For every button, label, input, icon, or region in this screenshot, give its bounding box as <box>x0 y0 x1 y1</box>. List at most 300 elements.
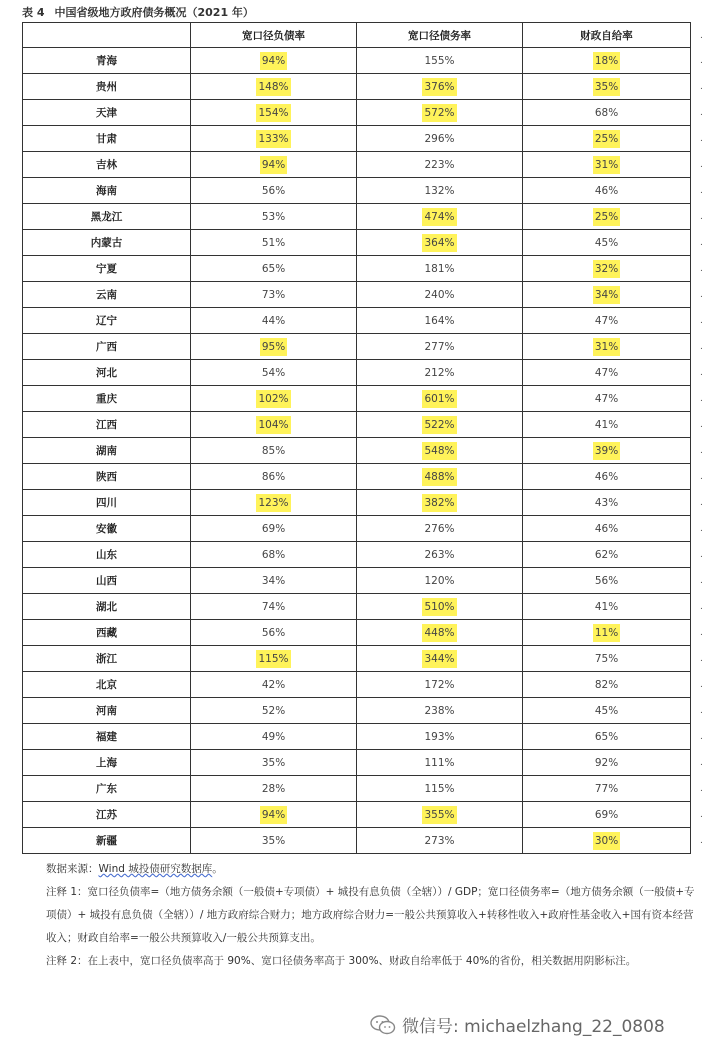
cell-value: 382% <box>422 494 456 512</box>
cell-value: 69% <box>261 522 286 535</box>
cell-value: 102% <box>256 390 290 408</box>
cell-value: 510% <box>422 598 456 616</box>
paragraph-mark: . <box>700 212 703 222</box>
province-cell: 广东 <box>23 776 191 802</box>
debt-rate-cell <box>357 828 523 854</box>
self-sufficiency-cell <box>523 672 691 698</box>
table-row <box>23 568 691 594</box>
debt-ratio-cell <box>191 256 357 282</box>
debt-ratio-cell <box>191 282 357 308</box>
cell-value: 56% <box>594 574 619 587</box>
cell-value: 25% <box>593 130 620 148</box>
table-caption <box>22 4 254 20</box>
cell-value: 65% <box>261 262 286 275</box>
cell-value: 601% <box>422 390 456 408</box>
cell-value: 123% <box>256 494 290 512</box>
cell-value: 31% <box>593 338 620 356</box>
debt-table <box>22 22 691 854</box>
debt-ratio-cell <box>191 828 357 854</box>
debt-rate-cell <box>357 74 523 100</box>
debt-ratio-cell <box>191 620 357 646</box>
cell-value: 56% <box>261 626 286 639</box>
cell-value: 240% <box>424 288 455 301</box>
debt-rate-cell <box>357 256 523 282</box>
cell-value: 47% <box>594 314 619 327</box>
paragraph-mark: . <box>700 394 703 404</box>
self-sufficiency-cell <box>523 802 691 828</box>
cell-value: 263% <box>424 548 455 561</box>
table-row <box>23 594 691 620</box>
province-cell: 新疆 <box>23 828 191 854</box>
cell-value: 238% <box>424 704 455 717</box>
province-cell: 山东 <box>23 542 191 568</box>
province-cell: 辽宁 <box>23 308 191 334</box>
paragraph-mark: . <box>700 784 703 794</box>
cell-value: 18% <box>593 52 620 70</box>
province-cell: 山西 <box>23 568 191 594</box>
cell-value: 25% <box>593 208 620 226</box>
cell-value: 277% <box>424 340 455 353</box>
province-cell: 云南 <box>23 282 191 308</box>
debt-rate-cell <box>357 282 523 308</box>
cell-value: 62% <box>594 548 619 561</box>
table-row <box>23 698 691 724</box>
paragraph-mark: . <box>700 82 703 92</box>
cell-value: 47% <box>594 366 619 379</box>
cell-value: 31% <box>593 156 620 174</box>
paragraph-mark: . <box>700 498 703 508</box>
cell-value: 133% <box>256 130 290 148</box>
table-row <box>23 490 691 516</box>
cell-value: 376% <box>422 78 456 96</box>
cell-value: 95% <box>260 338 287 356</box>
cell-value: 154% <box>256 104 290 122</box>
self-sufficiency-cell <box>523 828 691 854</box>
self-sufficiency-cell <box>523 516 691 542</box>
province-cell: 河南 <box>23 698 191 724</box>
self-sufficiency-cell <box>523 334 691 360</box>
self-sufficiency-cell <box>523 152 691 178</box>
self-sufficiency-cell <box>523 594 691 620</box>
debt-ratio-cell <box>191 542 357 568</box>
cell-value: 68% <box>261 548 286 561</box>
debt-rate-cell <box>357 672 523 698</box>
self-sufficiency-cell <box>523 386 691 412</box>
debt-rate-cell <box>357 386 523 412</box>
debt-rate-cell <box>357 594 523 620</box>
cell-value: 45% <box>594 704 619 717</box>
province-cell: 陕西 <box>23 464 191 490</box>
province-cell: 吉林 <box>23 152 191 178</box>
paragraph-mark: . <box>700 420 703 430</box>
note-1: 注释 1：宽口径负债率=（地方债务余额（一般债+专项债）+ 城投有息负债（全辖））/ GDP；宽口径债务率=（地方债务余额（一般债+专项债）+ 城投有息负债（全辖））/ 地方政府综合财力；地方政府综合财力=一般公共预算收入+转移性收入+政府性基金收入+国有资本经营收入；财政自给率=一般公共预算收入/一般公共预算支出。 <box>46 886 695 944</box>
province-cell: 甘肃 <box>23 126 191 152</box>
self-sufficiency-cell <box>523 100 691 126</box>
self-sufficiency-cell <box>523 360 691 386</box>
table-row <box>23 386 691 412</box>
cell-value: 46% <box>594 522 619 535</box>
table-row <box>23 750 691 776</box>
debt-rate-cell <box>357 802 523 828</box>
debt-rate-cell <box>357 698 523 724</box>
cell-value: 223% <box>424 158 455 171</box>
notes-block <box>46 858 698 973</box>
self-sufficiency-cell <box>523 256 691 282</box>
cell-value: 111% <box>424 756 455 769</box>
debt-ratio-cell <box>191 308 357 334</box>
self-sufficiency-cell <box>523 412 691 438</box>
cell-value: 364% <box>422 234 456 252</box>
cell-value: 53% <box>261 210 286 223</box>
header-self-sufficiency: 财政自给率 <box>523 23 691 48</box>
self-sufficiency-cell <box>523 464 691 490</box>
cell-value: 45% <box>594 236 619 249</box>
debt-ratio-cell <box>191 516 357 542</box>
paragraph-mark: . <box>700 108 703 118</box>
self-sufficiency-cell <box>523 698 691 724</box>
self-sufficiency-cell <box>523 178 691 204</box>
cell-value: 41% <box>594 418 619 431</box>
debt-ratio-cell <box>191 152 357 178</box>
cell-value: 68% <box>594 106 619 119</box>
cell-value: 34% <box>261 574 286 587</box>
header-debt-ratio: 宽口径负债率 <box>191 23 357 48</box>
cell-value: 74% <box>261 600 286 613</box>
province-cell: 内蒙古 <box>23 230 191 256</box>
debt-ratio-cell <box>191 438 357 464</box>
province-cell: 海南 <box>23 178 191 204</box>
debt-ratio-cell <box>191 594 357 620</box>
debt-ratio-cell <box>191 360 357 386</box>
debt-rate-cell <box>357 724 523 750</box>
cell-value: 355% <box>422 806 456 824</box>
cell-value: 548% <box>422 442 456 460</box>
cell-value: 148% <box>256 78 290 96</box>
debt-rate-cell <box>357 542 523 568</box>
province-cell: 上海 <box>23 750 191 776</box>
cell-value: 35% <box>593 78 620 96</box>
province-cell: 浙江 <box>23 646 191 672</box>
cell-value: 212% <box>424 366 455 379</box>
cell-value: 276% <box>424 522 455 535</box>
cell-value: 94% <box>260 806 287 824</box>
cell-value: 46% <box>594 470 619 483</box>
paragraph-mark: . <box>700 56 703 66</box>
debt-ratio-cell <box>191 672 357 698</box>
paragraph-mark: . <box>700 836 703 846</box>
source-prefix: 数据来源： <box>46 863 99 875</box>
province-cell: 重庆 <box>23 386 191 412</box>
paragraph-mark: . <box>700 342 703 352</box>
table-row <box>23 178 691 204</box>
province-cell: 四川 <box>23 490 191 516</box>
note-2: 注释 2：在上表中，宽口径负债率高于 90%、宽口径债务率高于 300%、财政自给率低于 40%的省份，相关数据用阴影标注。 <box>46 955 637 967</box>
cell-value: 44% <box>261 314 286 327</box>
cell-value: 448% <box>422 624 456 642</box>
cell-value: 193% <box>424 730 455 743</box>
self-sufficiency-cell <box>523 568 691 594</box>
debt-rate-cell <box>357 646 523 672</box>
cell-value: 54% <box>261 366 286 379</box>
debt-ratio-cell <box>191 100 357 126</box>
debt-rate-cell <box>357 126 523 152</box>
cell-value: 82% <box>594 678 619 691</box>
province-cell: 青海 <box>23 48 191 74</box>
cell-value: 522% <box>422 416 456 434</box>
table-row <box>23 282 691 308</box>
cell-value: 181% <box>424 262 455 275</box>
table-header-row <box>23 23 691 48</box>
province-cell: 湖北 <box>23 594 191 620</box>
header-province <box>23 23 191 48</box>
paragraph-mark: . <box>700 602 703 612</box>
debt-rate-cell <box>357 48 523 74</box>
table-row <box>23 802 691 828</box>
paragraph-mark: . <box>700 160 703 170</box>
province-cell: 天津 <box>23 100 191 126</box>
cell-value: 73% <box>261 288 286 301</box>
debt-ratio-cell <box>191 386 357 412</box>
cell-value: 35% <box>261 834 286 847</box>
source-name: Wind 城投债研究数据库 <box>98 863 213 875</box>
debt-rate-cell <box>357 412 523 438</box>
paragraph-mark: . <box>700 30 703 41</box>
paragraph-mark: . <box>700 186 703 196</box>
paragraph-mark: . <box>700 732 703 742</box>
table-row <box>23 828 691 854</box>
table-row <box>23 256 691 282</box>
cell-value: 92% <box>594 756 619 769</box>
debt-ratio-cell <box>191 464 357 490</box>
paragraph-mark: . <box>700 576 703 586</box>
paragraph-mark: . <box>700 134 703 144</box>
province-cell: 黑龙江 <box>23 204 191 230</box>
debt-rate-cell <box>357 230 523 256</box>
debt-ratio-cell <box>191 698 357 724</box>
paragraph-mark: . <box>700 238 703 248</box>
debt-ratio-cell <box>191 230 357 256</box>
cell-value: 32% <box>593 260 620 278</box>
table-row <box>23 412 691 438</box>
debt-ratio-cell <box>191 750 357 776</box>
self-sufficiency-cell <box>523 230 691 256</box>
province-cell: 宁夏 <box>23 256 191 282</box>
province-cell: 江西 <box>23 412 191 438</box>
debt-rate-cell <box>357 438 523 464</box>
cell-value: 344% <box>422 650 456 668</box>
cell-value: 30% <box>593 832 620 850</box>
debt-ratio-cell <box>191 334 357 360</box>
paragraph-mark: . <box>700 758 703 768</box>
table-row <box>23 776 691 802</box>
table-row <box>23 464 691 490</box>
table-row <box>23 438 691 464</box>
cell-value: 120% <box>424 574 455 587</box>
paragraph-mark: . <box>700 654 703 664</box>
cell-value: 39% <box>593 442 620 460</box>
debt-ratio-cell <box>191 802 357 828</box>
table-row <box>23 308 691 334</box>
cell-value: 474% <box>422 208 456 226</box>
debt-ratio-cell <box>191 74 357 100</box>
cell-value: 94% <box>260 52 287 70</box>
table-row <box>23 48 691 74</box>
debt-rate-cell <box>357 308 523 334</box>
cell-value: 115% <box>424 782 455 795</box>
debt-ratio-cell <box>191 412 357 438</box>
self-sufficiency-cell <box>523 308 691 334</box>
debt-ratio-cell <box>191 724 357 750</box>
cell-value: 85% <box>261 444 286 457</box>
cell-value: 104% <box>256 416 290 434</box>
self-sufficiency-cell <box>523 74 691 100</box>
debt-ratio-cell <box>191 48 357 74</box>
table-row <box>23 360 691 386</box>
cell-value: 51% <box>261 236 286 249</box>
header-debt-rate: 宽口径债务率 <box>357 23 523 48</box>
debt-rate-cell <box>357 568 523 594</box>
cell-value: 69% <box>594 808 619 821</box>
table-row <box>23 334 691 360</box>
cell-value: 11% <box>593 624 620 642</box>
debt-rate-cell <box>357 360 523 386</box>
debt-ratio-cell <box>191 490 357 516</box>
cell-value: 155% <box>424 54 455 67</box>
self-sufficiency-cell <box>523 750 691 776</box>
cell-value: 94% <box>260 156 287 174</box>
caption-label: 表 4 <box>22 6 45 19</box>
table-row <box>23 100 691 126</box>
cell-value: 42% <box>261 678 286 691</box>
province-cell: 西藏 <box>23 620 191 646</box>
debt-ratio-cell <box>191 568 357 594</box>
cell-value: 75% <box>594 652 619 665</box>
paragraph-mark: . <box>700 680 703 690</box>
debt-ratio-cell <box>191 776 357 802</box>
debt-rate-cell <box>357 204 523 230</box>
cell-value: 572% <box>422 104 456 122</box>
debt-rate-cell <box>357 620 523 646</box>
province-cell: 安徽 <box>23 516 191 542</box>
paragraph-mark: . <box>700 524 703 534</box>
cell-value: 164% <box>424 314 455 327</box>
debt-ratio-cell <box>191 204 357 230</box>
self-sufficiency-cell <box>523 126 691 152</box>
paragraph-mark: . <box>700 316 703 326</box>
table-body <box>23 48 691 854</box>
self-sufficiency-cell <box>523 724 691 750</box>
cell-value: 132% <box>424 184 455 197</box>
table-row <box>23 516 691 542</box>
table-row <box>23 542 691 568</box>
paragraph-mark: . <box>700 264 703 274</box>
self-sufficiency-cell <box>523 490 691 516</box>
debt-rate-cell <box>357 334 523 360</box>
self-sufficiency-cell <box>523 620 691 646</box>
paragraph-mark: . <box>700 550 703 560</box>
self-sufficiency-cell <box>523 282 691 308</box>
table-row <box>23 230 691 256</box>
cell-value: 49% <box>261 730 286 743</box>
source-suffix: 。 <box>212 863 223 875</box>
province-cell: 贵州 <box>23 74 191 100</box>
table-row <box>23 620 691 646</box>
cell-value: 77% <box>594 782 619 795</box>
paragraph-mark: . <box>700 628 703 638</box>
province-cell: 北京 <box>23 672 191 698</box>
table-row <box>23 646 691 672</box>
cell-value: 28% <box>261 782 286 795</box>
self-sufficiency-cell <box>523 204 691 230</box>
cell-value: 35% <box>261 756 286 769</box>
table-row <box>23 204 691 230</box>
self-sufficiency-cell <box>523 646 691 672</box>
debt-rate-cell <box>357 490 523 516</box>
debt-rate-cell <box>357 750 523 776</box>
paragraph-mark: . <box>700 290 703 300</box>
province-cell: 福建 <box>23 724 191 750</box>
debt-ratio-cell <box>191 178 357 204</box>
debt-ratio-cell <box>191 646 357 672</box>
paragraph-mark: . <box>700 472 703 482</box>
cell-value: 41% <box>594 600 619 613</box>
cell-value: 47% <box>594 392 619 405</box>
debt-rate-cell <box>357 464 523 490</box>
table-row <box>23 74 691 100</box>
debt-rate-cell <box>357 178 523 204</box>
cell-value: 273% <box>424 834 455 847</box>
cell-value: 43% <box>594 496 619 509</box>
paragraph-mark: . <box>700 368 703 378</box>
province-cell: 河北 <box>23 360 191 386</box>
debt-ratio-cell <box>191 126 357 152</box>
table-row <box>23 724 691 750</box>
self-sufficiency-cell <box>523 542 691 568</box>
cell-value: 86% <box>261 470 286 483</box>
cell-value: 34% <box>593 286 620 304</box>
wechat-icon <box>370 1015 396 1035</box>
cell-value: 172% <box>424 678 455 691</box>
source-note <box>46 858 698 881</box>
watermark <box>370 1012 665 1037</box>
cell-value: 52% <box>261 704 286 717</box>
self-sufficiency-cell <box>523 48 691 74</box>
table-row <box>23 126 691 152</box>
province-cell: 广西 <box>23 334 191 360</box>
cell-value: 115% <box>256 650 290 668</box>
cell-value: 46% <box>594 184 619 197</box>
self-sufficiency-cell <box>523 438 691 464</box>
paragraph-mark: . <box>700 446 703 456</box>
table-row <box>23 672 691 698</box>
debt-rate-cell <box>357 100 523 126</box>
province-cell: 江苏 <box>23 802 191 828</box>
debt-rate-cell <box>357 516 523 542</box>
watermark-text: 微信号: michaelzhang_22_0808 <box>402 1017 665 1037</box>
cell-value: 296% <box>424 132 455 145</box>
self-sufficiency-cell <box>523 776 691 802</box>
table-row <box>23 152 691 178</box>
caption-title: 中国省级地方政府债务概况（2021 年） <box>54 6 254 19</box>
cell-value: 65% <box>594 730 619 743</box>
debt-rate-cell <box>357 776 523 802</box>
paragraph-mark: . <box>700 706 703 716</box>
province-cell: 湖南 <box>23 438 191 464</box>
cell-value: 488% <box>422 468 456 486</box>
paragraph-mark: . <box>700 810 703 820</box>
cell-value: 56% <box>261 184 286 197</box>
debt-rate-cell <box>357 152 523 178</box>
